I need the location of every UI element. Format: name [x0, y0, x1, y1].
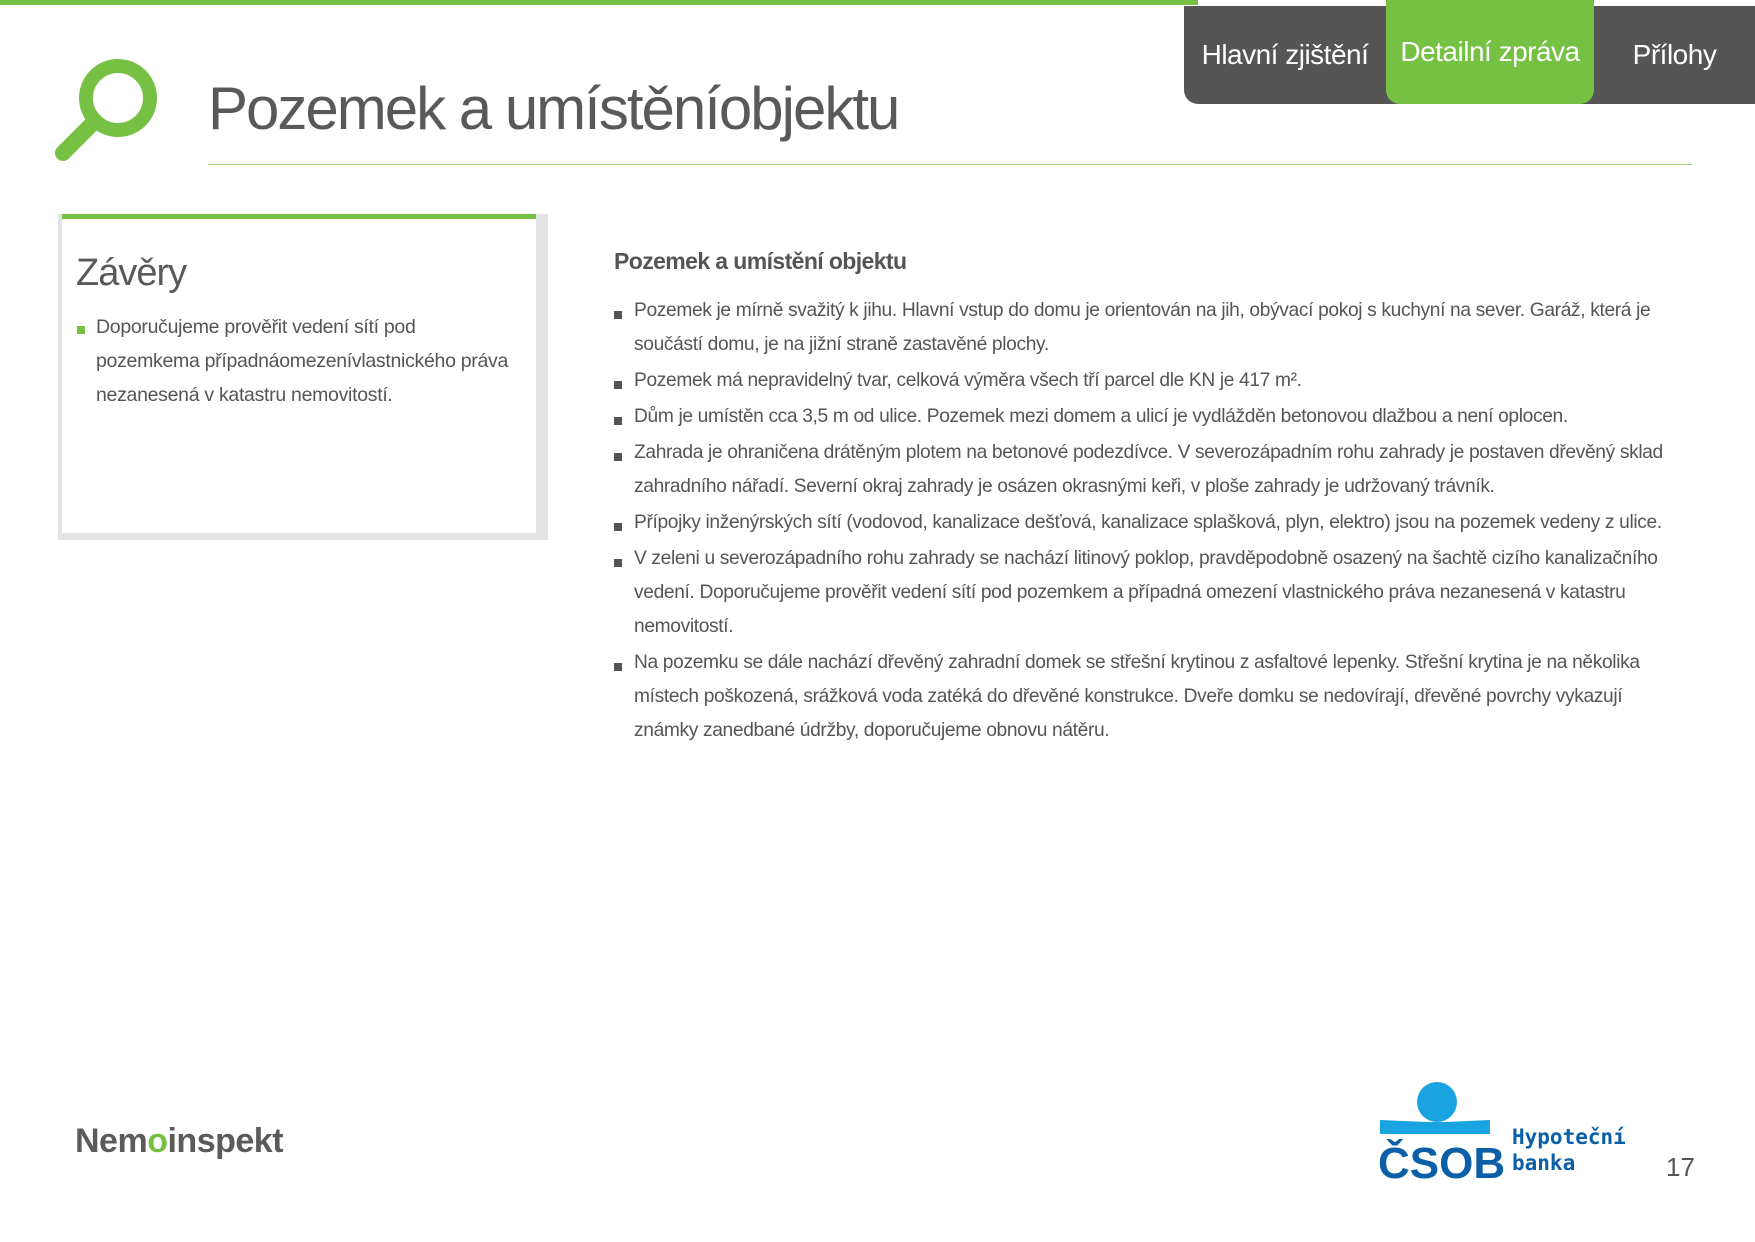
section-heading: Pozemek a umístění objektu — [614, 248, 907, 274]
bullet-icon — [614, 311, 622, 319]
list-item — [614, 436, 1674, 504]
title-divider — [208, 164, 1692, 165]
list-item — [614, 364, 1674, 398]
tab-prilohy[interactable]: Přílohy — [1632, 39, 1717, 70]
list-item — [614, 542, 1674, 644]
list-item-text: Na pozemku se dále nachází dřevěný zahradní domek se střešní krytinou z asfaltové lepenky. Střešní krytina je na několika místech poškozená, srážková voda zatéká do dřevěné konstrukce. Dveře domku se nedovírají, dřevěné povrchy vykazují známky zanedbané údržby, doporučujeme obnovu nátěru. — [634, 652, 1640, 741]
page-number: 17 — [1666, 1152, 1695, 1182]
list-item — [614, 400, 1674, 434]
list-item — [614, 646, 1674, 748]
list-item-text: Pozemek je mírně svažitý k jihu. Hlavní vstup do domu je orientován na jih, obývací pokoj s kuchyní na sever. Garáž, která je součástí domu, je na jižní straně zastavěné plochy. — [634, 300, 1651, 355]
bullet-icon — [614, 523, 622, 531]
list-item-text: Přípojky inženýrských sítí (vodovod, kanalizace dešťová, kanalizace splašková, plyn, elektro) jsou na pozemek vedeny z ulice. — [634, 512, 1662, 533]
magnifier-icon — [55, 55, 185, 185]
list-item-text: Pozemek má nepravidelný tvar, celková výměra všech tří parcel dle KN je 417 m². — [634, 370, 1302, 391]
list-item — [614, 506, 1674, 540]
conclusions-heading: Závěry — [76, 252, 187, 294]
list-item-text: Dům je umístěn cca 3,5 m od ulice. Pozemek mezi domem a ulicí je vydlážděn betonovou dlažbou a není oplocen. — [634, 406, 1568, 427]
svg-text:Hypoteční: Hypoteční — [1512, 1125, 1626, 1149]
list-item-text: V zeleni u severozápadního rohu zahrady se nachází litinový poklop, pravděpodobně osazený na šachtě cizího kanalizačního vedení. Doporučujeme prověřit vedení sítí pod pozemkem a případná omezení vlastnického práva nezanesená v katastru nemovitostí. — [634, 548, 1658, 637]
list-item-text: Zahrada je ohraničena drátěným plotem na betonové podezdívce. V severozápadním rohu zahrady je postaven dřevěný sklad zahradního nářadí. Severní okraj zahrady je osázen okrasnými keři, v ploše zahrady je udržovaný trávník. — [634, 442, 1663, 497]
bullet-icon — [614, 559, 622, 567]
csob-hypotecni-banka-logo — [1372, 1070, 1632, 1200]
tab-hlavni-zjisteni[interactable]: Hlavní zjištění — [1201, 39, 1369, 70]
top-accent-line — [0, 0, 1198, 5]
list-item — [614, 294, 1674, 362]
page-title: Pozemek a umístěníobjektu — [208, 75, 899, 142]
bullet-icon — [614, 381, 622, 389]
findings-list — [614, 294, 1674, 750]
conclusions-bullet — [77, 326, 85, 334]
conclusions-text: Doporučujeme prověřit vedení sítí pod pozemkema případnáomezenívlastnického práva nezanesená v katastru nemovitostí. — [96, 316, 509, 406]
bullet-icon — [614, 417, 622, 425]
nemoinspekt-logo: Nemoinspekt — [75, 1122, 284, 1160]
tab-detailni-zprava[interactable]: Detailní zpráva — [1386, 0, 1594, 104]
bullet-icon — [614, 663, 622, 671]
bullet-icon — [614, 453, 622, 461]
svg-text:ČSOB: ČSOB — [1378, 1139, 1506, 1188]
svg-text:banka: banka — [1512, 1151, 1576, 1175]
